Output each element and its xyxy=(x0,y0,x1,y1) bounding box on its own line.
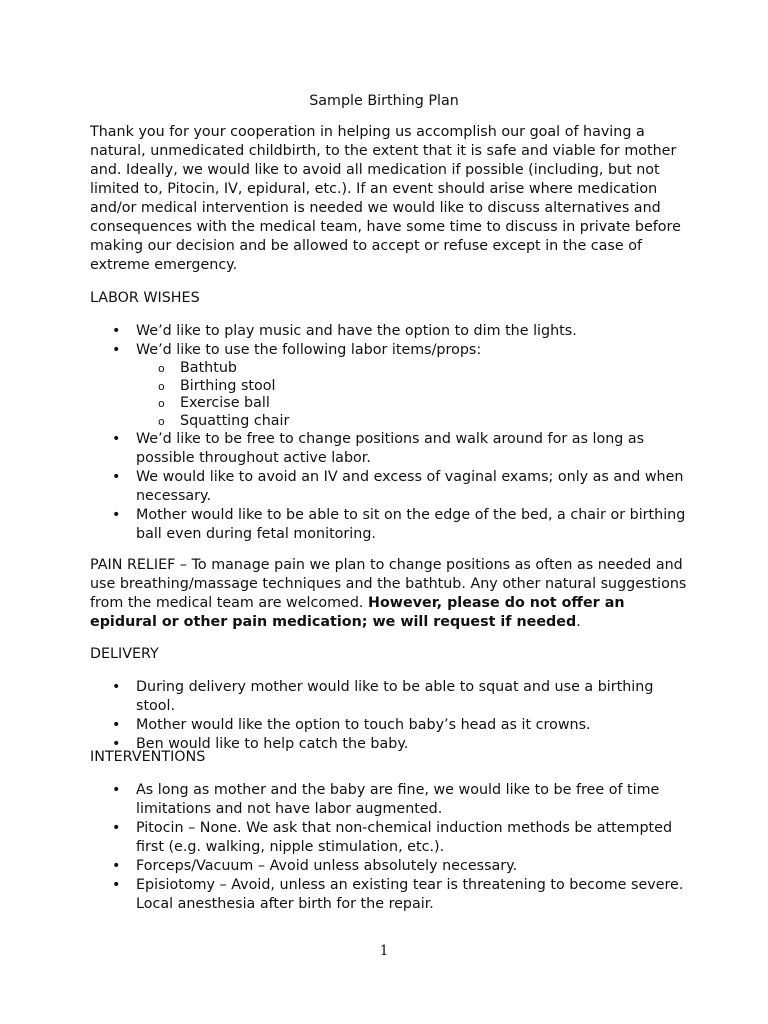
bullet-icon: • xyxy=(112,736,121,752)
intro-paragraph: Thank you for your cooperation in helping us accomplish our goal of having a natural, unmedicated childbirth, to the extent that it is safe and viable for mother and. Ideally, we would like to avoid all medication if possible (including, but not limited to, Pitocin, IV, epidural, etc.). If an event should arise where medication and/or medical intervention is needed we would like to discuss alternatives and consequences with the medical team, have some time to discuss in private before making our decision and be allowed to accept or refuse except in the case of extreme emergency. xyxy=(90,124,681,273)
circle-bullet-icon: o xyxy=(158,397,165,410)
interventions-heading: INTERVENTIONS xyxy=(90,749,206,765)
list-item: • Forceps/Vacuum – Avoid unless absolutely necessary. xyxy=(112,858,518,874)
bullet-icon: • xyxy=(112,717,121,733)
circle-bullet-icon: o xyxy=(158,362,165,375)
delivery-list xyxy=(90,678,690,754)
bullet-icon: • xyxy=(112,782,121,798)
bullet-icon: • xyxy=(112,431,121,447)
list-item: • We’d like to use the following labor items/props: o Bathtub o Birthing stool o Exercise ball o Squatting chair xyxy=(90,341,690,430)
bullet-icon: • xyxy=(112,858,121,874)
pain-relief-heading: PAIN RELIEF xyxy=(90,557,176,573)
pain-relief-emphasis: However, please do not offer an epidural or other pain medication; we will request if needed xyxy=(90,595,625,630)
circle-bullet-icon: o xyxy=(158,379,165,393)
sub-list-item: o Bathtub xyxy=(158,360,237,376)
bullet-icon: • xyxy=(112,342,121,358)
list-item: • We’d like to be free to change positions and walk around for as long as possible throughout active labor. xyxy=(112,431,645,466)
bullet-icon: • xyxy=(112,507,121,523)
labor-wishes-list xyxy=(90,322,690,544)
list-item: • We’d like to play music and have the option to dim the lights. xyxy=(112,323,577,339)
labor-wishes-heading: LABOR WISHES xyxy=(90,290,200,306)
list-item: • As long as mother and the baby are fine, we would like to be free of time limitations and not have labor augmented. xyxy=(112,782,660,817)
sub-list-item: o Squatting chair xyxy=(158,412,290,429)
list-item: • During delivery mother would like to be able to squat and use a birthing stool. xyxy=(112,679,654,714)
list-item: • We would like to avoid an IV and excess of vaginal exams; only as and when necessary. xyxy=(112,469,684,504)
page-number: 1 xyxy=(379,943,389,959)
document-title: Sample Birthing Plan xyxy=(309,93,459,109)
bullet-icon: • xyxy=(112,877,121,893)
sub-list-item: o Exercise ball xyxy=(158,395,270,411)
bullet-icon: • xyxy=(112,679,121,695)
sub-list-item: o Birthing stool xyxy=(158,377,276,394)
list-item: • Episiotomy – Avoid, unless an existing tear is threatening to become severe. Local anesthesia after birth for the repair. xyxy=(112,877,684,912)
delivery-heading: DELIVERY xyxy=(90,646,159,662)
list-item: • Ben would like to help catch the baby. xyxy=(112,736,409,752)
bullet-icon: • xyxy=(112,323,121,339)
pain-relief-paragraph: PAIN RELIEF – To manage pain we plan to change positions as often as needed and use breathing/massage techniques and the bathtub. Any other natural suggestions from the medical team are welcomed. However, please do not offer an epidural or other pain medication; we will request if needed. xyxy=(90,557,687,630)
list-item: • Mother would like the option to touch baby’s head as it crowns. xyxy=(112,717,591,733)
bullet-icon: • xyxy=(112,469,121,485)
interventions-list xyxy=(90,781,690,914)
list-item: • Mother would like to be able to sit on the edge of the bed, a chair or birthing ball even during fetal monitoring. xyxy=(112,507,686,542)
list-item: • Pitocin – None. We ask that non-chemical induction methods be attempted first (e.g. walking, nipple stimulation, etc.). xyxy=(112,820,673,855)
labor-props-list xyxy=(136,360,690,430)
circle-bullet-icon: o xyxy=(158,414,165,428)
bullet-icon: • xyxy=(112,820,121,836)
